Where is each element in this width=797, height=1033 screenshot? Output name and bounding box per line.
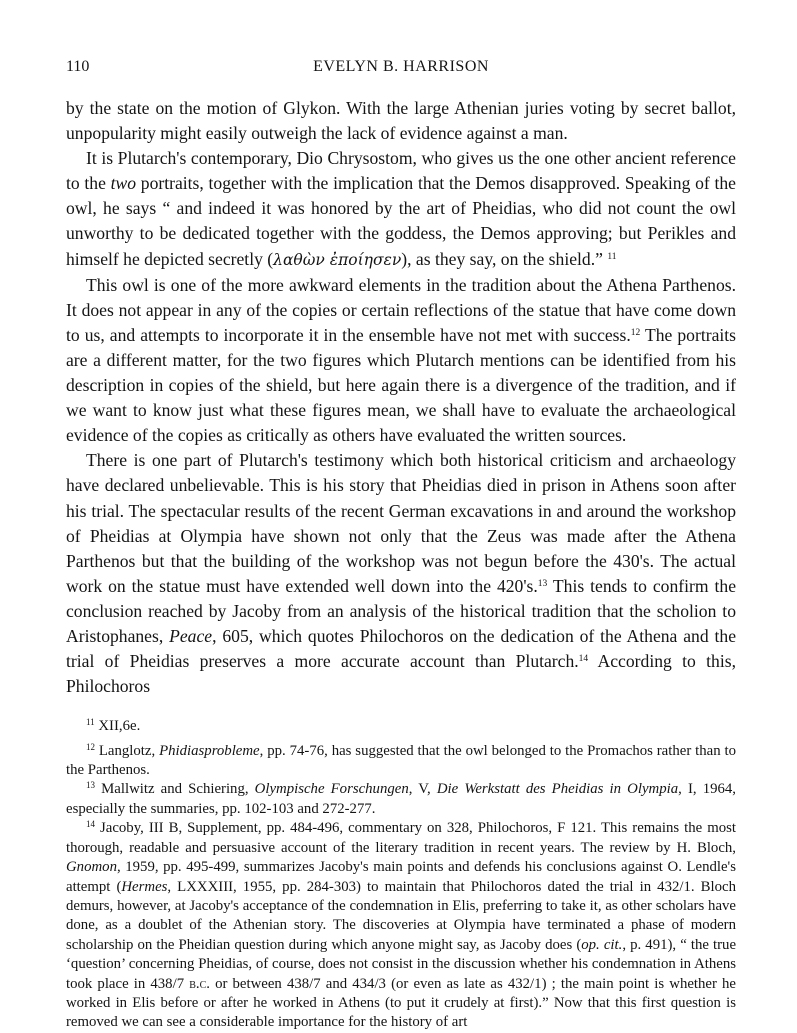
footnote-13 bbox=[66, 780, 736, 819]
footnote-number: 11 bbox=[86, 717, 95, 728]
footnote-11 bbox=[66, 717, 736, 736]
paragraph-3 bbox=[66, 273, 736, 449]
text-run: , p. 491), “ the true ‘question’ concerning Pheidias, of course, does not consist in the discussion whether his condemnation in Athens took place in 438/7 bbox=[66, 936, 737, 992]
page-number: 110 bbox=[66, 58, 90, 75]
title-peace: Peace bbox=[169, 625, 213, 646]
text-run: , V, bbox=[408, 781, 437, 798]
text-run: portraits, together with the implication that the Demos disapproved. Speaking of the owl, he says “ and indeed it was honored by the art of Pheidias, who did not count the owl unworthy to be dedicated together with the goddess, the Demos approving; but Perikles and himself he depicted secretly ( bbox=[66, 173, 736, 269]
emphasis-two: two bbox=[110, 173, 137, 194]
text-run: , pp. 74-76, has suggested that the owl belonged to the Promachos rather than to the Parthenos. bbox=[66, 742, 737, 779]
title-phidiasprobleme: Phidiasprobleme bbox=[159, 742, 260, 759]
title-olympische-forschungen: Olympische Forschungen bbox=[254, 781, 409, 798]
text-run: , LXXXIII, 1955, pp. 284-303) to maintain that Philochoros dated the trial in 432/1. Bloch demurs, however, at Jacoby's acceptance of the condemnation in Elis, preferring to take it, as other scholars have done, as a doublet of the Athenian story. The discoveries at Olympia have terminated a phase of modern scholarship on the Pheidian question during which anyone might say, as Jacoby does ( bbox=[66, 878, 736, 953]
footnote-12 bbox=[66, 742, 736, 781]
text-run: , I, 1964, especially the summaries, pp. 102-103 and 272-277. bbox=[66, 781, 737, 817]
page bbox=[66, 58, 736, 1033]
footnote-text: XII,6e. bbox=[98, 718, 141, 735]
text-run: This tends to confirm the conclusion reached by Jacoby from an analysis of the historical tradition that the scholion to Aristophanes, bbox=[66, 575, 737, 646]
paragraph-1-text: by the state on the motion of Glykon. With the large Athenian juries voting by secret ballot, unpopularity might easily outweigh the lack of evidence against a man. bbox=[66, 98, 736, 144]
footnote-number: 13 bbox=[86, 780, 95, 791]
text-run: This owl is one of the more awkward elements in the tradition about the Athena Parthenos. It does not appear in any of the copies or certain reflections of the statue that have come down to us, and attempts to incorporate it in the ensemble have not met with success. bbox=[66, 274, 736, 345]
bc-abbrev: b.c. bbox=[189, 975, 210, 992]
footnote-number: 14 bbox=[86, 819, 95, 830]
op-cit: op. cit. bbox=[581, 936, 623, 953]
title-hermes: Hermes bbox=[121, 878, 168, 895]
footnote-ref-12: 12 bbox=[630, 327, 641, 338]
text-run: , 1959, pp. 495-499, summarizes Jacoby's main points and defends his conclusions against O. Lendle's attempt ( bbox=[66, 859, 736, 895]
text-run: Mallwitz and Schiering, bbox=[101, 781, 255, 798]
text-run: , 605, which quotes Philochoros on the dedication of the Athena and the trial of Pheidias preserves a more accurate account than Plutarch. bbox=[66, 625, 736, 672]
page-header bbox=[66, 58, 736, 84]
text-run: There is one part of Plutarch's testimony which both historical criticism and archaeology have declared unbelievable. This is his story that Pheidias died in prison in Athens soon after his trial. The spectacular results of the recent German excavations in and around the workshop of Pheidias at Olympia have shown not only that the Zeus was made after the Athena Parthenos but that the building of the workshop was not begun before the 430's. The actual work on the statue must have extended well down into the 420's. bbox=[66, 450, 736, 596]
footnote-14 bbox=[66, 819, 736, 1032]
paragraph-1 bbox=[66, 96, 736, 146]
text-run: ), as they say, on the shield.” bbox=[401, 248, 603, 269]
title-werkstatt: Die Werkstatt des Pheidias in Olympia bbox=[436, 781, 679, 798]
footnote-ref-14: 14 bbox=[578, 654, 589, 665]
footnote-ref-11: 11 bbox=[607, 251, 617, 262]
running-head: EVELYN B. HARRISON bbox=[313, 58, 489, 75]
footnote-number: 12 bbox=[86, 741, 95, 752]
paragraph-4 bbox=[66, 448, 736, 699]
paragraph-2 bbox=[66, 146, 736, 272]
text-run: Langlotz, bbox=[98, 742, 160, 759]
text-run: or between 438/7 and 434/3 (or even as late as 432/1) ; the main point is whether he worked in Elis before or after he worked in Athens (to put it crudely at first).” Now that this first question is removed we can see a considerable importance for the history of art bbox=[66, 975, 737, 1031]
text-run: Jacoby, III B, Supplement, pp. 484-496, commentary on 328, Philochoros, F 121. This remains the most thorough, readable and persuasive account of the literary tradition in recent years. The review by H. Bloch, bbox=[66, 820, 736, 856]
footnote-ref-13: 13 bbox=[537, 578, 548, 589]
body-text bbox=[66, 96, 736, 699]
text-run: The portraits are a different matter, for the two figures which Plutarch mentions can be identified from his description in copies of the shield, but here again there is a divergence of the tradition, and if we want to know just what these figures mean, we shall have to evaluate the archaeological evidence of the copies as critically as others have evaluated the written sources. bbox=[66, 324, 736, 446]
text-run: It is Plutarch's contemporary, Dio Chrysostom, who gives us the one other ancient reference to the bbox=[66, 148, 736, 194]
greek-quote: λαθὼν ἐποίησεν bbox=[273, 250, 402, 269]
text-run: According to this, Philochoros bbox=[66, 651, 736, 697]
footnotes bbox=[66, 717, 736, 1033]
title-gnomon: Gnomon bbox=[66, 859, 117, 876]
